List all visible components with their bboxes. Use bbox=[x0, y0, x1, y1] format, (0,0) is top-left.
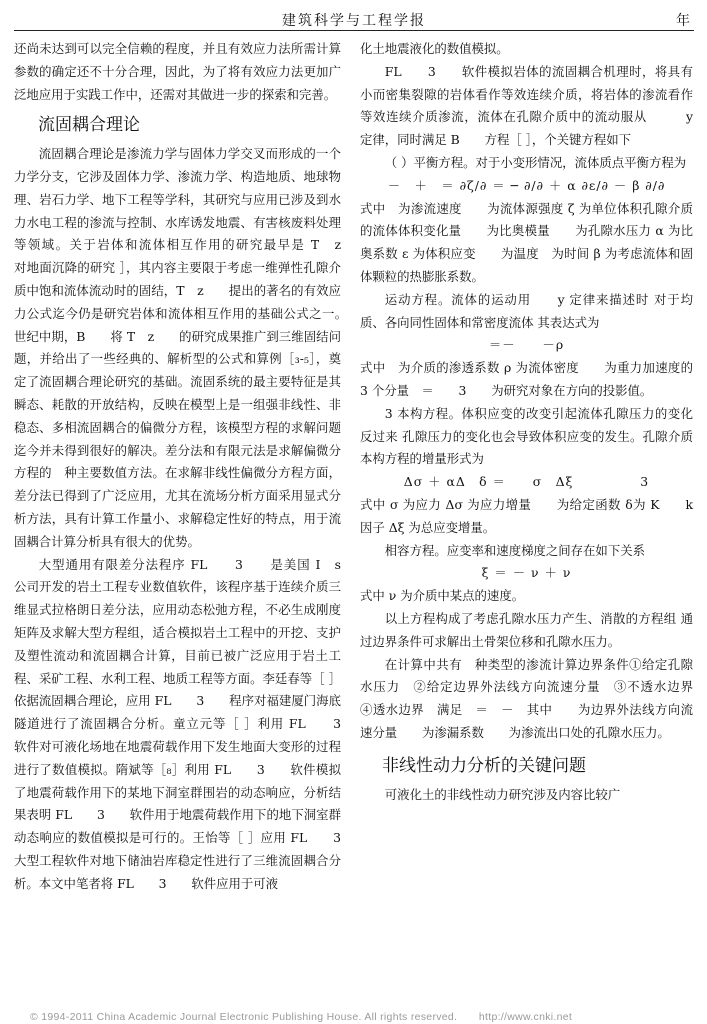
equation-compatibility: ξ ＝ － ν ＋ ν bbox=[481, 565, 572, 581]
theory-paragraph: 流固耦合理论是渗流力学与固体力学交叉而形成的一个力学分支，它涉及固体力学、渗流力学、构造地质、地球物理、岩石力学、地下工程等学科，其研究与应用已涉及到水力水电工程的渗流与控制、水库诱发地震、有害核废料处理等领域。关于岩体和流体相互作用的研究最早是 T z 对地面沉降的研究 ］，其内容主要限于考虑一维弹性孔隙介质中饱和流体流动时的固结，T z 提出的著名的有效应力公式迄今仍是研究岩体和流体相互作用的基础公式之一。 世纪中期，B 将 T z 的研究成果推广到三维固结问题，并给出了一些经典的、解析型的公式和算例［₃-₅］，奠定了流固耦合理论研究的基础。流固系统的最主要特征是其瞬态、耗散的开放结构，反映在模型上是一组强非线性、非稳态、多相流固耦合的偏微分方程，该模型方程的求解问题迄今并未得到很好的解决。差分法和有限元法是求解偏微分方程的 种主要数值方法。在求解非线性偏微分方程方面，差分法已得到了广泛应用，尤其在流场分析方面采用显式分析方法，具有计算工作量小、求解稳定性好的特点，用于流固耦合计算分析具有很大的优势。 bbox=[14, 146, 366, 549]
where-paragraph-3: 式中 σ 为应力 Δσ 为应力增量 为给定函数 δ为 K k 因子 Δξ 为总应变增量。 bbox=[360, 496, 706, 535]
copyright-footer: © 1994-2011 China Academic Journal Electronic Publishing House. All rights reserved. http://www.cnki.net bbox=[30, 1011, 573, 1023]
header-year: 年 bbox=[676, 13, 690, 29]
where-paragraph-1: 式中 为渗流速度 为流体源强度 ζ 为单位体积孔隙介质的流体体积变化量 为比奥模量 为孔隙水压力 α 为比奥系数 ε 为体积应变 为温度 为时间 β 为考虑流体和固体颗粒的热膨胀系数。 bbox=[360, 200, 693, 284]
page-header bbox=[14, 6, 694, 31]
equation-motion: ＝－ －ρ bbox=[488, 337, 565, 353]
left-column bbox=[14, 38, 366, 895]
journal-title: 建筑科学与工程学报 bbox=[282, 13, 426, 29]
section-heading-fluid-solid: 流固耦合理论 bbox=[38, 115, 140, 136]
where-paragraph-4: 式中 ν 为介质中某点的速度。 bbox=[360, 588, 525, 604]
system-paragraph: 以上方程构成了考虑孔隙水压力产生、消散的方程组 通过边界条件可求解出土骨架位移和孔隙水压力。 bbox=[360, 610, 693, 649]
flac-paragraph: 大型通用有限差分法程序 FL 3 是美国 I s 公司开发的岩土工程专业数值软件，该程序基于连续介质三维显式拉格朗日差分法，应用动态松弛方程，不必生成刚度矩阵及求解大型方程组，适合模拟岩土工程中的开挖、支护及塑性流动和流固耦合计算，目前已被广泛应用于岩土工程、采矿工程、水利工程、地质工程等方面。李廷春等［ ］依据流固耦合理论，应用 FL 3 程序对福建厦门海底隧道进行了流固耦合分析。童立元等［ ］利用 FL 3 软件对可液化场地在地震荷载作用下发生地面大变形的过程进行了数值模拟。隋斌等［₈］利用 FL 3 软件模拟了地震荷载作用下的某地下洞室群围岩的动态响应，分析结果表明 FL 3 软件用于地震荷载作用下的地下洞室群动态响应的数值模拟是可行的。王怡等［ ］应用 FL 3 大型工程软件对地下储油岩库稳定性进行了三维流固耦合分析。本文中笔者将 FL 3 软件应用于可液 bbox=[14, 556, 366, 891]
balance-paragraph: （ ）平衡方程。对于小变形情况，流体质点平衡方程为 bbox=[384, 154, 687, 170]
equation-balance: － ＋ ＝ ∂ζ/∂ ＝ ─ ∂/∂ ＋ α ∂ε/∂ － β ∂/∂ bbox=[387, 177, 666, 193]
where-paragraph-2: 式中 为介质的渗透系数 ρ 为流体密度 为重力加速度的 3 个分量 ＝ 3 为研究对象在方向的投影值。 bbox=[360, 360, 693, 398]
continuation-paragraph: 化土地震液化的数值模拟。 bbox=[360, 41, 509, 56]
compatibility-paragraph: 相容方程。应变率和速度梯度之间存在如下关系 bbox=[384, 542, 645, 558]
final-paragraph: 可液化土的非线性动力研究涉及内容比较广 bbox=[384, 786, 621, 802]
equation-constitutive: Δσ ＋ αΔ δ ＝ σ Δξ 3 bbox=[403, 474, 650, 490]
right-column bbox=[360, 38, 706, 806]
intro-paragraph: 还尚未达到可以完全信赖的程度，并且有效应力法所需计算参数的确定还不十分合理，因此，为了将有效应力法更加广泛地应用于实践工作中，还需对其做进一步的探索和完善。 bbox=[14, 41, 341, 102]
mechanism-paragraph: FL 3 软件模拟岩体的流固耦合机理时，将具有小而密集裂隙的岩体看作等效连续介质，将岩体的渗流看作等效连续介质渗流，流体在孔隙介质中的流动服从 y 定律，同时满足 B 方程［ ］，个关键方程如下 bbox=[360, 63, 693, 148]
constitutive-paragraph: 3 本构方程。体积应变的改变引起流体孔隙压力的变化 反过来 孔隙压力的变化也会导致体积应变的发生。孔隙介质本构方程的增量形式为 bbox=[360, 405, 693, 467]
motion-paragraph: 运动方程。流体的运动用 y 定律来描述时 对于均质、各向同性固体和常密度流体 其表达式为 bbox=[360, 291, 693, 330]
boundary-paragraph: 在计算中共有 种类型的渗流计算边界条件①给定孔隙水压力 ②给定边界外法线方向流速分量 ③不透水边界 ④透水边界 满足 ＝ － 其中 为边界外法线方向流速分量 为渗漏系数 为渗流出口处的孔隙水压力。 bbox=[360, 656, 706, 740]
section-heading-nonlinear: 非线性动力分析的关键问题 bbox=[382, 755, 586, 776]
